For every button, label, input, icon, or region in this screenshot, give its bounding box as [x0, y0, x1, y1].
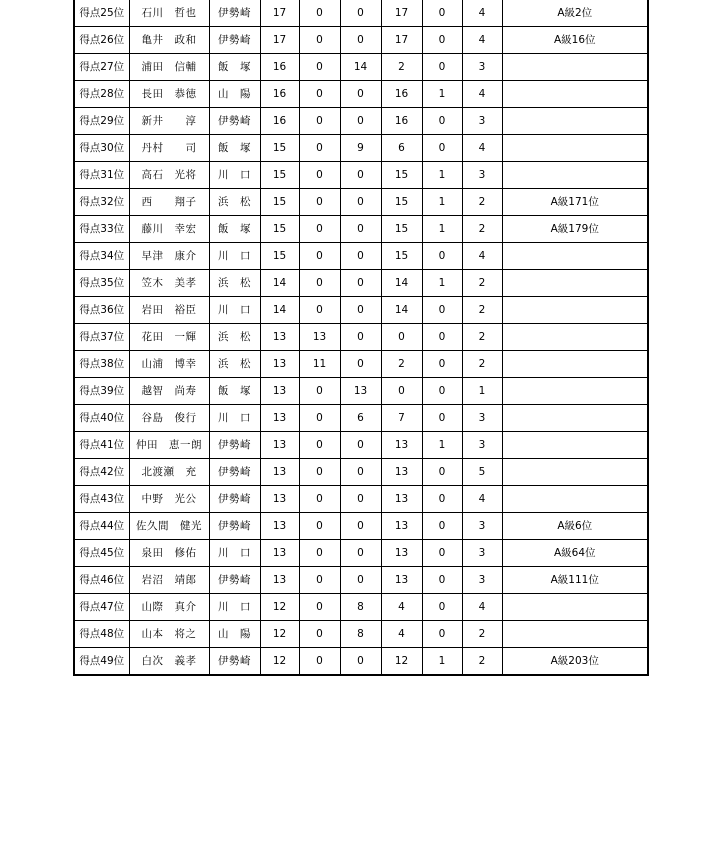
stat-c-cell: 15 [381, 216, 422, 243]
stat-a-cell: 0 [299, 0, 340, 27]
stat-a-cell: 0 [299, 648, 340, 676]
track-cell: 山 陽 [209, 81, 260, 108]
stat-e-cell: 3 [462, 405, 502, 432]
table-row [74, 486, 648, 513]
stat-e-cell: 5 [462, 459, 502, 486]
rider-name-cell: 白次 義孝 [129, 648, 209, 676]
stat-b-cell: 0 [340, 189, 381, 216]
points-cell: 16 [260, 81, 299, 108]
stat-b-cell: 0 [340, 540, 381, 567]
rank-cell: 得点38位 [74, 351, 129, 378]
track-cell: 山 陽 [209, 621, 260, 648]
stat-b-cell: 6 [340, 405, 381, 432]
stat-b-cell: 0 [340, 459, 381, 486]
stat-c-cell: 13 [381, 540, 422, 567]
note-cell [502, 243, 648, 270]
note-cell: A級6位 [502, 513, 648, 540]
table-row [74, 81, 648, 108]
table-row [74, 297, 648, 324]
table-row [74, 621, 648, 648]
stat-e-cell: 2 [462, 324, 502, 351]
table-row [74, 324, 648, 351]
stat-c-cell: 4 [381, 621, 422, 648]
track-cell: 川 口 [209, 162, 260, 189]
rider-name-cell: 丹村 司 [129, 135, 209, 162]
stat-b-cell: 0 [340, 324, 381, 351]
points-cell: 16 [260, 54, 299, 81]
stat-e-cell: 4 [462, 135, 502, 162]
stat-a-cell: 0 [299, 108, 340, 135]
table-row [74, 135, 648, 162]
note-cell [502, 108, 648, 135]
stat-c-cell: 7 [381, 405, 422, 432]
note-cell [502, 621, 648, 648]
points-cell: 14 [260, 297, 299, 324]
note-cell: A級16位 [502, 27, 648, 54]
table-row [74, 405, 648, 432]
stat-b-cell: 14 [340, 54, 381, 81]
rank-cell: 得点39位 [74, 378, 129, 405]
note-cell [502, 486, 648, 513]
rank-cell: 得点27位 [74, 54, 129, 81]
stat-b-cell: 0 [340, 648, 381, 676]
stat-a-cell: 0 [299, 135, 340, 162]
stat-c-cell: 12 [381, 648, 422, 676]
stat-e-cell: 4 [462, 0, 502, 27]
table-row [74, 378, 648, 405]
stat-d-cell: 1 [422, 216, 462, 243]
stat-e-cell: 3 [462, 54, 502, 81]
points-cell: 12 [260, 648, 299, 676]
note-cell: A級203位 [502, 648, 648, 676]
table-row [74, 513, 648, 540]
note-cell [502, 81, 648, 108]
rider-name-cell: 岩沼 靖郎 [129, 567, 209, 594]
stat-c-cell: 2 [381, 351, 422, 378]
stat-d-cell: 0 [422, 513, 462, 540]
stat-a-cell: 0 [299, 459, 340, 486]
stat-a-cell: 0 [299, 81, 340, 108]
table-row [74, 108, 648, 135]
stat-e-cell: 3 [462, 108, 502, 135]
stat-a-cell: 0 [299, 189, 340, 216]
stat-b-cell: 0 [340, 162, 381, 189]
stat-e-cell: 2 [462, 351, 502, 378]
track-cell: 浜 松 [209, 189, 260, 216]
stat-b-cell: 13 [340, 378, 381, 405]
rank-cell: 得点34位 [74, 243, 129, 270]
table-row [74, 27, 648, 54]
stat-b-cell: 0 [340, 243, 381, 270]
rank-cell: 得点32位 [74, 189, 129, 216]
rank-cell: 得点43位 [74, 486, 129, 513]
note-cell [502, 135, 648, 162]
rider-name-cell: 山際 真介 [129, 594, 209, 621]
stat-c-cell: 4 [381, 594, 422, 621]
stat-d-cell: 0 [422, 351, 462, 378]
points-cell: 13 [260, 351, 299, 378]
rank-cell: 得点37位 [74, 324, 129, 351]
table-row [74, 594, 648, 621]
stat-c-cell: 17 [381, 0, 422, 27]
stat-a-cell: 0 [299, 162, 340, 189]
points-cell: 12 [260, 594, 299, 621]
stat-e-cell: 3 [462, 162, 502, 189]
stat-b-cell: 0 [340, 27, 381, 54]
track-cell: 飯 塚 [209, 54, 260, 81]
stat-d-cell: 1 [422, 162, 462, 189]
note-cell [502, 378, 648, 405]
stat-a-cell: 0 [299, 54, 340, 81]
stat-e-cell: 4 [462, 486, 502, 513]
stat-b-cell: 0 [340, 0, 381, 27]
stat-c-cell: 0 [381, 378, 422, 405]
rank-cell: 得点35位 [74, 270, 129, 297]
stat-d-cell: 1 [422, 648, 462, 676]
rider-name-cell: 高石 光将 [129, 162, 209, 189]
note-cell: A級2位 [502, 0, 648, 27]
stat-d-cell: 0 [422, 621, 462, 648]
note-cell [502, 54, 648, 81]
stat-a-cell: 0 [299, 216, 340, 243]
stat-a-cell: 0 [299, 270, 340, 297]
rider-name-cell: 中野 光公 [129, 486, 209, 513]
note-cell [502, 270, 648, 297]
note-cell [502, 162, 648, 189]
track-cell: 伊勢崎 [209, 567, 260, 594]
note-cell [502, 405, 648, 432]
track-cell: 伊勢崎 [209, 27, 260, 54]
points-cell: 13 [260, 459, 299, 486]
stat-b-cell: 8 [340, 621, 381, 648]
stat-b-cell: 0 [340, 567, 381, 594]
rank-cell: 得点49位 [74, 648, 129, 676]
points-cell: 17 [260, 27, 299, 54]
table-row [74, 270, 648, 297]
rank-cell: 得点44位 [74, 513, 129, 540]
stat-d-cell: 0 [422, 297, 462, 324]
rider-name-cell: 花田 一輝 [129, 324, 209, 351]
stat-d-cell: 0 [422, 0, 462, 27]
table-row [74, 351, 648, 378]
stat-d-cell: 0 [422, 486, 462, 513]
rider-name-cell: 早津 康介 [129, 243, 209, 270]
stat-d-cell: 0 [422, 27, 462, 54]
note-cell: A級111位 [502, 567, 648, 594]
stat-e-cell: 4 [462, 243, 502, 270]
rank-cell: 得点29位 [74, 108, 129, 135]
stat-e-cell: 2 [462, 648, 502, 676]
table-row [74, 54, 648, 81]
rider-name-cell: 佐久間 健光 [129, 513, 209, 540]
stat-e-cell: 2 [462, 216, 502, 243]
stat-c-cell: 0 [381, 324, 422, 351]
table-row [74, 432, 648, 459]
rider-name-cell: 長田 恭徳 [129, 81, 209, 108]
stat-b-cell: 8 [340, 594, 381, 621]
points-cell: 13 [260, 567, 299, 594]
stat-d-cell: 1 [422, 81, 462, 108]
track-cell: 飯 塚 [209, 216, 260, 243]
track-cell: 伊勢崎 [209, 513, 260, 540]
stat-d-cell: 0 [422, 54, 462, 81]
stat-a-cell: 0 [299, 513, 340, 540]
stat-c-cell: 14 [381, 297, 422, 324]
stat-a-cell: 0 [299, 621, 340, 648]
stat-c-cell: 13 [381, 432, 422, 459]
rank-cell: 得点42位 [74, 459, 129, 486]
stat-e-cell: 3 [462, 432, 502, 459]
stat-c-cell: 15 [381, 189, 422, 216]
rank-cell: 得点31位 [74, 162, 129, 189]
note-cell [502, 594, 648, 621]
table-row [74, 567, 648, 594]
rider-name-cell: 泉田 修佑 [129, 540, 209, 567]
points-cell: 13 [260, 486, 299, 513]
points-cell: 16 [260, 108, 299, 135]
points-cell: 13 [260, 540, 299, 567]
ranking-table [73, 0, 649, 676]
rider-name-cell: 山本 将之 [129, 621, 209, 648]
rider-name-cell: 新井 淳 [129, 108, 209, 135]
track-cell: 浜 松 [209, 351, 260, 378]
stat-a-cell: 0 [299, 540, 340, 567]
stat-e-cell: 2 [462, 270, 502, 297]
rank-cell: 得点47位 [74, 594, 129, 621]
stat-d-cell: 1 [422, 270, 462, 297]
ranking-table-body [74, 0, 648, 675]
stat-e-cell: 4 [462, 27, 502, 54]
stat-a-cell: 0 [299, 567, 340, 594]
track-cell: 川 口 [209, 243, 260, 270]
note-cell: A級64位 [502, 540, 648, 567]
track-cell: 川 口 [209, 297, 260, 324]
rank-cell: 得点28位 [74, 81, 129, 108]
stat-b-cell: 0 [340, 351, 381, 378]
rider-name-cell: 越智 尚寿 [129, 378, 209, 405]
points-cell: 12 [260, 621, 299, 648]
stat-d-cell: 0 [422, 459, 462, 486]
rank-cell: 得点36位 [74, 297, 129, 324]
stat-d-cell: 0 [422, 405, 462, 432]
stat-a-cell: 0 [299, 594, 340, 621]
points-cell: 15 [260, 162, 299, 189]
stat-a-cell: 0 [299, 486, 340, 513]
stat-d-cell: 0 [422, 243, 462, 270]
points-cell: 13 [260, 324, 299, 351]
points-cell: 15 [260, 135, 299, 162]
note-cell [502, 459, 648, 486]
stat-e-cell: 4 [462, 594, 502, 621]
stat-b-cell: 0 [340, 486, 381, 513]
points-cell: 15 [260, 216, 299, 243]
rank-cell: 得点40位 [74, 405, 129, 432]
stat-c-cell: 16 [381, 108, 422, 135]
stat-c-cell: 6 [381, 135, 422, 162]
rank-cell: 得点30位 [74, 135, 129, 162]
stat-d-cell: 1 [422, 432, 462, 459]
stat-b-cell: 0 [340, 81, 381, 108]
note-cell [502, 297, 648, 324]
table-row [74, 0, 648, 27]
stat-c-cell: 13 [381, 513, 422, 540]
points-cell: 13 [260, 405, 299, 432]
stat-c-cell: 14 [381, 270, 422, 297]
stat-b-cell: 0 [340, 270, 381, 297]
rank-cell: 得点25位 [74, 0, 129, 27]
note-cell [502, 351, 648, 378]
stat-c-cell: 2 [381, 54, 422, 81]
rider-name-cell: 谷島 俊行 [129, 405, 209, 432]
rider-name-cell: 仲田 恵一朗 [129, 432, 209, 459]
points-cell: 13 [260, 513, 299, 540]
table-row [74, 162, 648, 189]
track-cell: 伊勢崎 [209, 648, 260, 676]
table-row [74, 243, 648, 270]
track-cell: 伊勢崎 [209, 432, 260, 459]
stat-d-cell: 0 [422, 324, 462, 351]
note-cell [502, 432, 648, 459]
rider-name-cell: 藤川 幸宏 [129, 216, 209, 243]
track-cell: 川 口 [209, 405, 260, 432]
stat-d-cell: 0 [422, 108, 462, 135]
rank-cell: 得点46位 [74, 567, 129, 594]
rank-cell: 得点48位 [74, 621, 129, 648]
stat-c-cell: 16 [381, 81, 422, 108]
points-cell: 13 [260, 378, 299, 405]
rank-cell: 得点45位 [74, 540, 129, 567]
stat-a-cell: 0 [299, 297, 340, 324]
track-cell: 伊勢崎 [209, 108, 260, 135]
stat-d-cell: 0 [422, 594, 462, 621]
stat-e-cell: 4 [462, 81, 502, 108]
stat-a-cell: 0 [299, 432, 340, 459]
stat-e-cell: 2 [462, 297, 502, 324]
rank-cell: 得点33位 [74, 216, 129, 243]
stat-c-cell: 13 [381, 567, 422, 594]
track-cell: 伊勢崎 [209, 459, 260, 486]
stat-b-cell: 0 [340, 513, 381, 540]
rider-name-cell: 石川 哲也 [129, 0, 209, 27]
note-cell [502, 324, 648, 351]
stat-b-cell: 0 [340, 216, 381, 243]
table-row [74, 648, 648, 676]
stat-d-cell: 0 [422, 135, 462, 162]
rider-name-cell: 岩田 裕臣 [129, 297, 209, 324]
note-cell: A級179位 [502, 216, 648, 243]
track-cell: 浜 松 [209, 324, 260, 351]
stat-b-cell: 9 [340, 135, 381, 162]
stat-c-cell: 13 [381, 459, 422, 486]
track-cell: 川 口 [209, 594, 260, 621]
stat-a-cell: 11 [299, 351, 340, 378]
rider-name-cell: 山浦 博幸 [129, 351, 209, 378]
stat-e-cell: 2 [462, 189, 502, 216]
table-row [74, 459, 648, 486]
points-cell: 15 [260, 243, 299, 270]
stat-e-cell: 1 [462, 378, 502, 405]
track-cell: 伊勢崎 [209, 486, 260, 513]
points-cell: 15 [260, 189, 299, 216]
points-cell: 17 [260, 0, 299, 27]
track-cell: 飯 塚 [209, 135, 260, 162]
stat-d-cell: 0 [422, 378, 462, 405]
stat-e-cell: 3 [462, 540, 502, 567]
stat-e-cell: 3 [462, 567, 502, 594]
track-cell: 川 口 [209, 540, 260, 567]
stat-b-cell: 0 [340, 108, 381, 135]
stat-a-cell: 0 [299, 378, 340, 405]
stat-d-cell: 0 [422, 540, 462, 567]
rider-name-cell: 北渡瀬 充 [129, 459, 209, 486]
rank-cell: 得点41位 [74, 432, 129, 459]
track-cell: 伊勢崎 [209, 0, 260, 27]
stat-c-cell: 17 [381, 27, 422, 54]
rider-name-cell: 笠木 美孝 [129, 270, 209, 297]
stat-d-cell: 1 [422, 189, 462, 216]
stat-a-cell: 13 [299, 324, 340, 351]
rank-cell: 得点26位 [74, 27, 129, 54]
stat-b-cell: 0 [340, 432, 381, 459]
track-cell: 浜 松 [209, 270, 260, 297]
stat-c-cell: 15 [381, 243, 422, 270]
track-cell: 飯 塚 [209, 378, 260, 405]
table-row [74, 189, 648, 216]
stat-c-cell: 13 [381, 486, 422, 513]
rider-name-cell: 浦田 信輔 [129, 54, 209, 81]
stat-b-cell: 0 [340, 297, 381, 324]
stat-a-cell: 0 [299, 243, 340, 270]
stat-e-cell: 2 [462, 621, 502, 648]
rider-name-cell: 亀井 政和 [129, 27, 209, 54]
points-cell: 13 [260, 432, 299, 459]
rider-name-cell: 西 翔子 [129, 189, 209, 216]
stat-d-cell: 0 [422, 567, 462, 594]
table-row [74, 540, 648, 567]
note-cell: A級171位 [502, 189, 648, 216]
stat-a-cell: 0 [299, 405, 340, 432]
stat-a-cell: 0 [299, 27, 340, 54]
table-row [74, 216, 648, 243]
stat-c-cell: 15 [381, 162, 422, 189]
stat-e-cell: 3 [462, 513, 502, 540]
points-cell: 14 [260, 270, 299, 297]
